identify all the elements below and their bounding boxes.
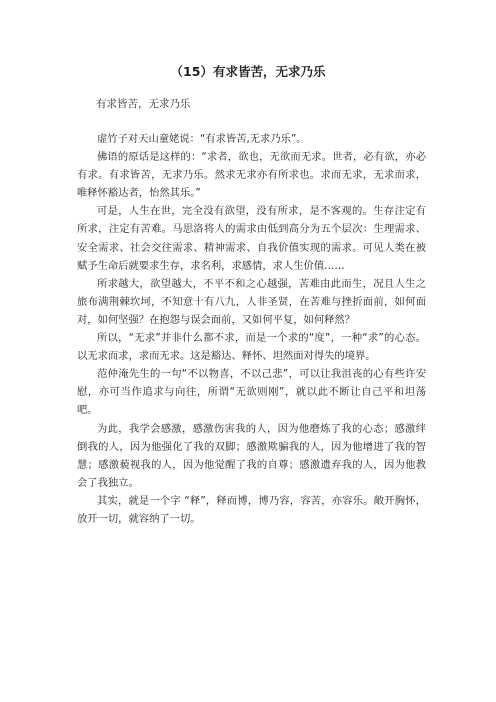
paragraph: 范仲淹先生的一句“不以物喜，不以己悲”，可以让我沮丧的心有些许安慰，亦可当作追求与向往，所谓“无欲则刚”，就以此不断让自己平和坦荡吧。	[77, 368, 426, 417]
paragraph: 其实，就是一个字 “释”，释而博，博乃容，容苦，亦容乐。敞开胸怀，放开一切，就容纳了一切。	[77, 494, 426, 525]
paragraph: 可是，人生在世，完全没有欲望，没有所求，是不客观的。生存注定有所求，注定有苦难。马思洛将人的需求由低到高分为五个层次：生理需求、安全需求、社会交往需求、精神需求、自我价值实现的需求。可见人类在被赋予生命后就要求生存，求名利，求感情，求人生价值……	[77, 205, 426, 272]
paragraph: 佛语的原话是这样的：“求者，欲也，无欲而无求。世者，必有欲，亦必有求。有求皆苦，无求乃乐。然求无求亦有所求也。求而无求，无求而求，唯释怀豁达者，怡然其乐。”	[77, 151, 426, 200]
paragraph: 虚竹子对天山童姥说：“有求皆苦,无求乃乐”。	[97, 133, 307, 145]
paragraph: 为此，我学会感激，感激伤害我的人，因为他磨炼了我的心态；感激绊倒我的人，因为他强化了我的双脚；感激欺骗我的人，因为他增进了我的智慧；感激藐视我的人，因为他觉醒了我的自尊；感激遗弃我的人，因为他教会了我独立。	[77, 422, 426, 489]
document-subtitle: 有求皆苦，无求乃乐	[96, 98, 191, 110]
paragraph: 所求越大，欲望越大，不平不和之心越强，苦难由此而生，况且人生之旅布满荆棘坎坷，不知意十有八九，人非圣贤，在苦难与挫折面前，如何面对，如何坚强？在抱怨与误会面前，又如何平复，如何释然？	[77, 277, 426, 326]
paragraph: 所以，“无求”并非什么都不求，而是一个求的“度”，一种“求”的心态。以无求而求，求而无求。这是豁达、释怀、坦然面对得失的境界。	[77, 332, 426, 363]
document-title: （15）有求皆苦，无求乃乐	[170, 64, 326, 79]
document-body	[77, 130, 426, 528]
